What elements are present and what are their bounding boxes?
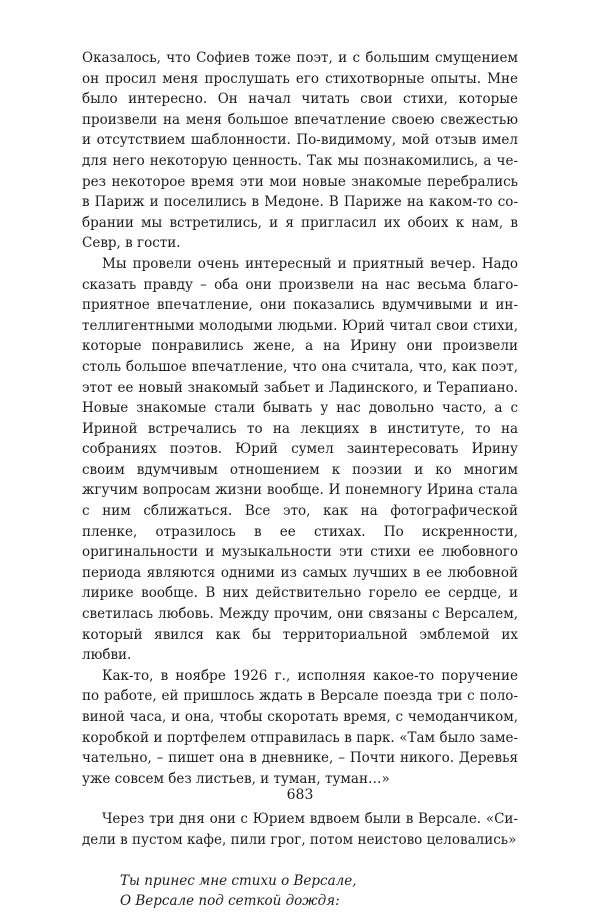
verse-line-1: Ты принес мне стихи о Версале, (120, 872, 357, 889)
verse-quote (120, 871, 518, 912)
paragraph-2: Мы провели очень интересный и приятный вечер. Надо сказать правду – оба они произвели на нас весьма благоприятное впечатление, они показались вдумчивыми и интеллигентными молодыми людьми. Юрий читал свои стихи, которые понравились жене, а на Ирину они произвели столь большое впечатление, что она считала, что, как поэт, этот ее новый знакомый забьет и Ладинского, и Терапиано. Новые знакомые стали бывать у нас довольно часто, а с Ириной встречались то на лекциях в институте, то на собраниях поэтов. Юрий сумел заинтересовать Ирину своим вдумчивым отношением к поэзии и ко многим жгучим вопросам жизни вообще. И понемногу Ирина стала с ним сближаться. Все это, как на фотографической пленке, отразилось в ее стихах. По искренности, оригинальности и музыкальности эти стихи ее любовного периода являются одними из самых лучших в ее любовной лирике вообще. В них действительно горело ее сердце, и светилась любовь. Между прочим, они связаны с Версалем, который явился как бы территориальной эмблемой их любви. (82, 255, 518, 664)
body-text (82, 48, 518, 912)
verse-line-2: О Версале под сеткой дождя: (120, 893, 340, 910)
paragraph-4: Через три дня они с Юрием вдвоем были в Версале. «Сидели в пустом кафе, пили грог, потом неистово целовались» (82, 811, 518, 848)
paragraph-1: Оказалось, что Софиев тоже поэт, и с большим смущением он просил меня прослушать его стихотворные опыты. Мне было интересно. Он начал читать свои стихи, которые произвели на меня большое впечатление своею свежестью и отсутствием шаблонности. По-видимому, мой отзыв имел для него некоторую ценность. Так мы познакомились, а через некоторое время эти мои новые знакомые перебрались в Париж и поселились в Медоне. В Париже на каком-то собрании мы встретились, и я пригласил их обоих к нам, в Севр, в гости. (82, 50, 518, 252)
page-number: 683 (286, 787, 314, 803)
paragraph-3: Как-то, в ноябре 1926 г., исполняя какое-то поручение по работе, ей пришлось ждать в Версале поезда три с половиной часа, и она, чтобы скоротать время, с чемоданчиком, коробкой и портфелем отправилась в парк. «Там было замечательно, – пишет она в дневнике, – Почти никого. Деревья уже совсем без листьев, и туман, туман…» (82, 667, 518, 787)
